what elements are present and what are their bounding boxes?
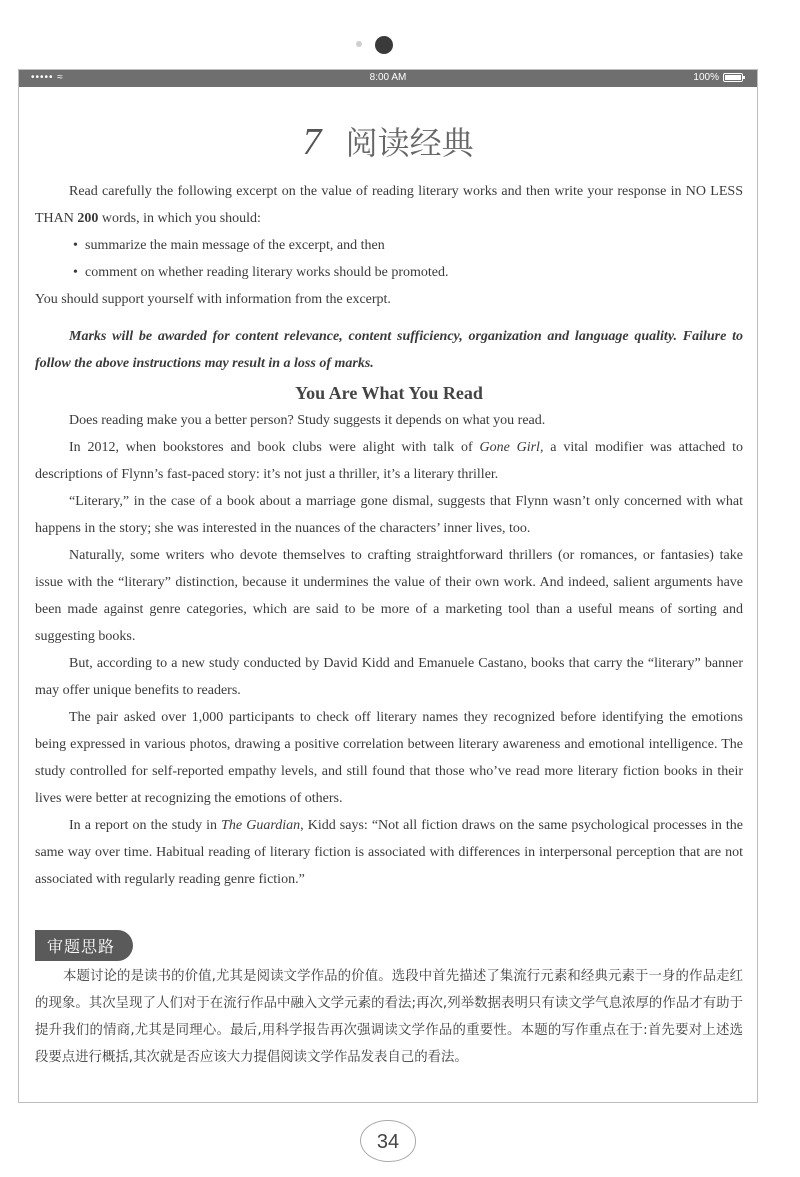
essay-title: You Are What You Read	[295, 383, 483, 403]
list-item: • comment on whether reading literary works should be promoted.	[35, 259, 743, 286]
battery-icon	[723, 73, 743, 82]
chapter-heading	[19, 118, 757, 164]
essay-paragraph: Naturally, some writers who devote themselves to crafting straightforward thrillers (or romances, or fantasies) take issue with the “literary” distinction, because it undermines the value of their own work. And indeed, salient arguments have been made against genre categories, which are said to be more of a marketing tool than a useful means of sorting and suggesting books.	[35, 548, 743, 644]
essay-paragraph: “Literary,” in the case of a book about a marriage gone dismal, suggests that Flynn wasn’t only concerned with what happens in the story; she was interested in the nuances of the characters’ inner lives, too.	[35, 494, 743, 536]
page-content	[35, 178, 743, 893]
essay-paragraph: The pair asked over 1,000 participants to check off literary names they recognized before identifying the emotions being expressed in various photos, drawing a positive correlation between literary awareness and emotional intelligence. The study controlled for self-reported empathy levels, and still found that those who’ve read more literary fiction books in their lives were better at recognizing the emotions of others.	[35, 710, 743, 806]
instructions-intro: Read carefully the following excerpt on the value of reading literary works and then write your response in NO LESS THAN 200 words, in which you should:	[35, 184, 743, 226]
status-time: 8:00 AM	[369, 72, 407, 83]
source-title: The Guardian	[221, 818, 301, 833]
analysis-section	[35, 930, 743, 1071]
book-title: Gone Girl	[479, 440, 540, 455]
marks-notice: Marks will be awarded for content relevance, content sufficiency, organization and language quality. Failure to follow the above instructions may result in a loss of marks.	[35, 329, 743, 371]
essay-paragraph: But, according to a new study conducted by David Kidd and Emanuele Castano, books that carry the “literary” banner may offer unique benefits to readers.	[35, 656, 743, 698]
signal-indicator: ••••• ≈	[31, 72, 64, 83]
essay-paragraph: In a report on the study in The Guardian, Kidd says: “Not all fiction draws on the same psychological processes in the same way over time. Habitual reading of literary fiction is associated with differences in interpersonal perception that are not associated with regularly reading genre fiction.”	[35, 818, 743, 887]
list-item: • summarize the main message of the excerpt, and then	[35, 232, 743, 259]
essay-paragraph: In 2012, when bookstores and book clubs were alight with talk of Gone Girl, a vital modifier was attached to descriptions of Flynn’s fast-paced story: it’s not just a thriller, it’s a literary thriller.	[35, 440, 744, 482]
page-number: 34	[360, 1120, 416, 1162]
instructions-support: You should support yourself with information from the excerpt.	[35, 292, 391, 307]
status-bar	[19, 70, 757, 87]
word-count: 200	[77, 211, 99, 226]
camera-dot	[375, 36, 393, 54]
battery-status	[693, 72, 743, 83]
essay-paragraph: Does reading make you a better person? Study suggests it depends on what you read.	[69, 413, 546, 428]
chapter-title: 阅读经典	[345, 124, 474, 162]
analysis-label: 审题思路	[35, 930, 133, 961]
instruction-bullets	[35, 232, 743, 286]
analysis-text: 本题讨论的是读书的价值,尤其是阅读文学作品的价值。选段中首先描述了集流行元素和经典元素于一身的作品走红的现象。其次呈现了人们对于在流行作品中融入文学元素的看法;再次,列举数据表明只有读文学气息浓厚的作品才有助于提升我们的情商,尤其是同理心。最后,用科学报告再次强调读文学作品的重要性。本题的写作重点在于:首先要对上述选段要点进行概括,其次就是否应该大力提倡阅读文学作品发表自己的看法。	[35, 969, 743, 1065]
device-screen	[18, 69, 758, 1103]
chapter-number: 7	[302, 121, 322, 163]
device-bezel-top	[0, 0, 800, 70]
sensor-dot	[356, 41, 362, 47]
battery-percent: 100%	[693, 72, 719, 83]
